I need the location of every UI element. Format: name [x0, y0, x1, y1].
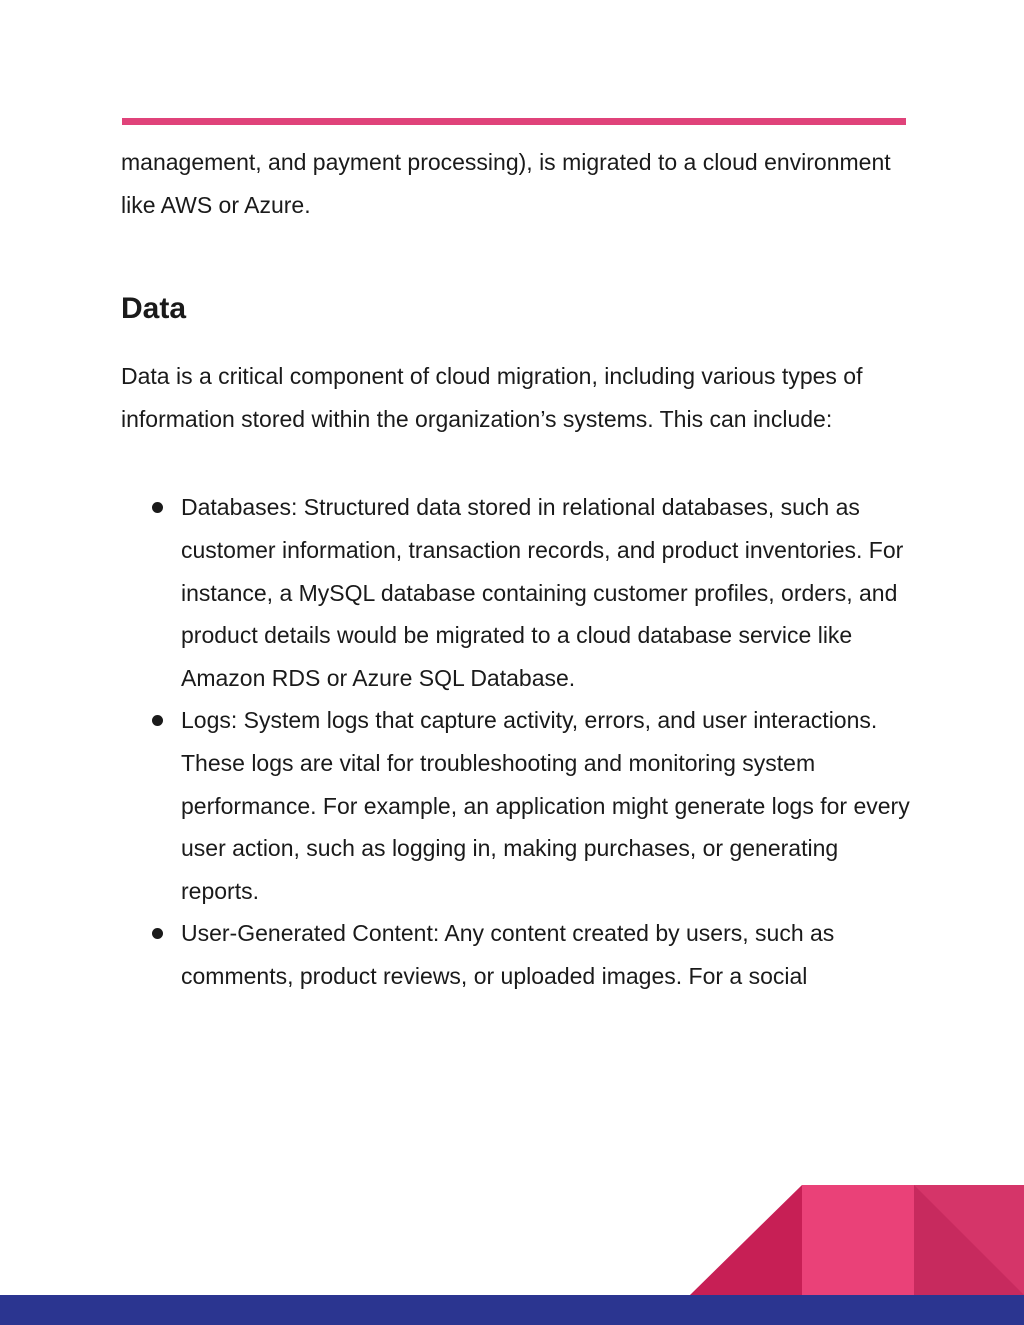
bullet-list [121, 486, 911, 997]
list-item-text: Databases: Structured data stored in relational databases, such as customer information, transaction records, and product inventories. For instance, a MySQL database containing customer profiles, orders, and product details would be migrated to a cloud database service like Amazon RDS or Azure SQL Database. [181, 494, 904, 691]
footer-triangle-shape [690, 1185, 802, 1295]
list-item [121, 486, 911, 699]
footer-bar [0, 1295, 1024, 1325]
list-item [121, 912, 911, 997]
list-item [121, 699, 911, 912]
bullet-icon [152, 928, 163, 939]
bullet-icon [152, 502, 163, 513]
footer-decoration [690, 1185, 1024, 1295]
header-accent-rule [122, 118, 906, 125]
bullet-icon [152, 715, 163, 726]
footer-square-shape [802, 1185, 914, 1295]
list-item-text: User-Generated Content: Any content created by users, such as comments, product reviews, or uploaded images. For a social [181, 920, 835, 989]
intro-paragraph: management, and payment processing), is migrated to a cloud environment like AWS or Azure. [121, 149, 891, 218]
section-paragraph: Data is a critical component of cloud migration, including various types of information stored within the organization’s systems. This can include: [121, 363, 863, 432]
list-item-text: Logs: System logs that capture activity, errors, and user interactions. These logs are vital for troubleshooting and monitoring system performance. For example, an application might generate logs for every user action, such as logging in, making purchases, or generating reports. [181, 707, 910, 904]
section-heading: Data [121, 292, 187, 326]
document-body [121, 141, 911, 998]
